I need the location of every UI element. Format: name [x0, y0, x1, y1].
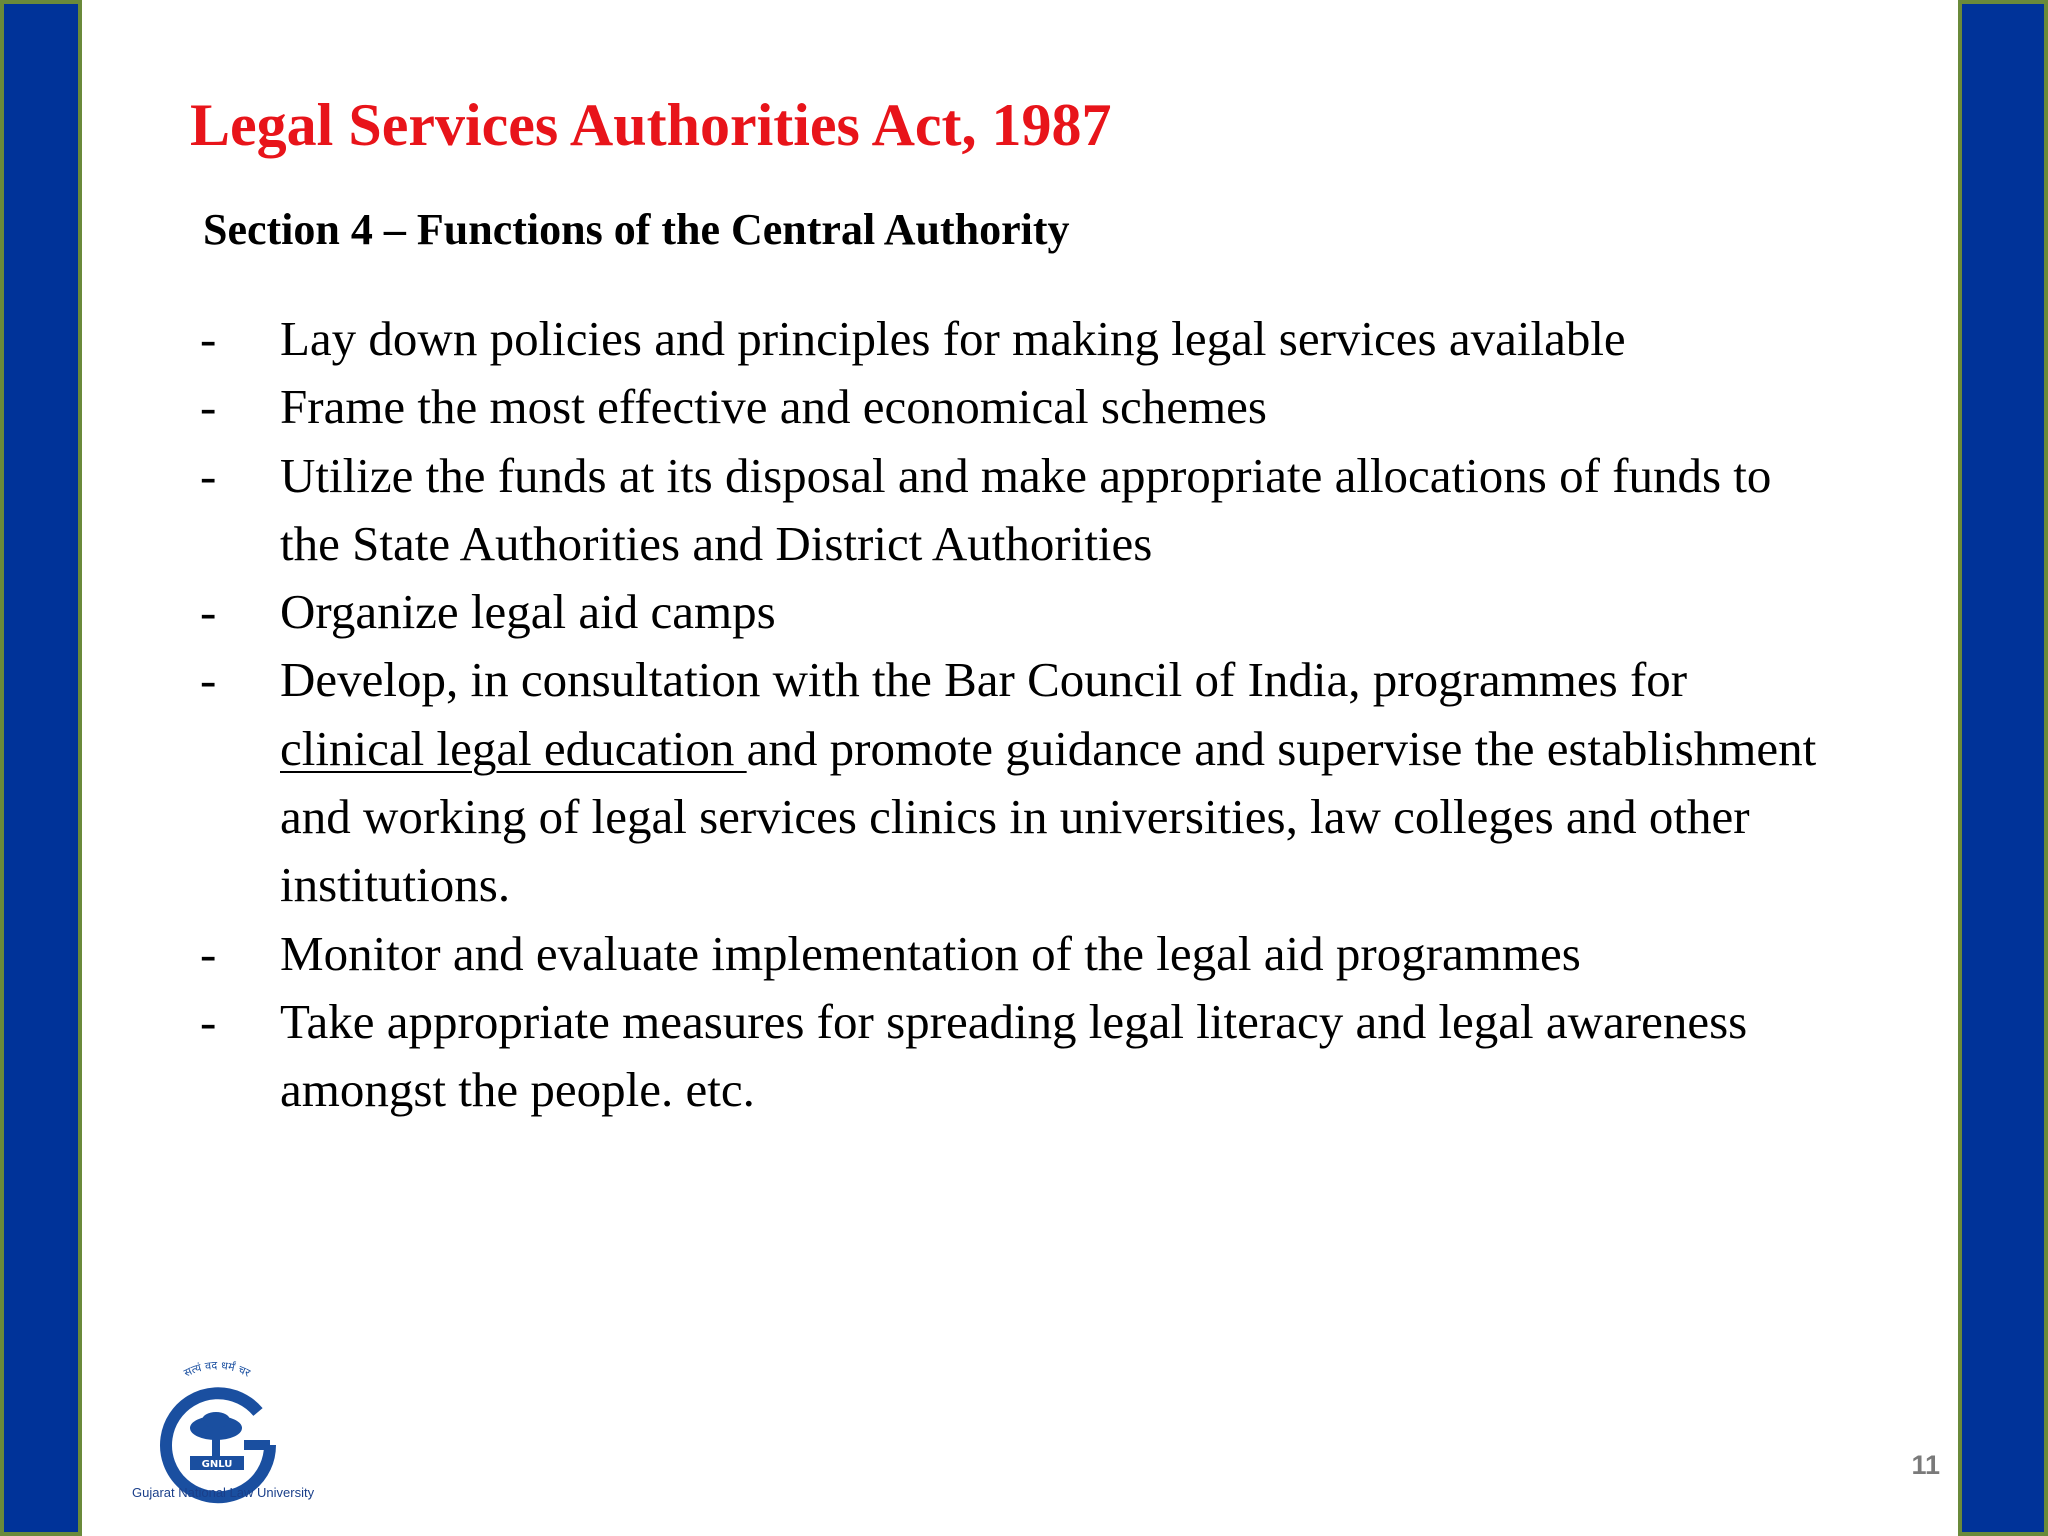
list-item — [200, 988, 1820, 1125]
bullet-text-after: and promote guidance and supervise the establishment and working of legal services clinics in universities, law colleges and other institutions. — [280, 720, 1817, 913]
list-item — [200, 646, 1820, 919]
bullet-dash: - — [200, 311, 217, 366]
right-side-bar — [1958, 0, 2048, 1536]
underlined-term: clinical legal education — [280, 720, 747, 776]
logo-monogram: GNLU — [201, 1459, 233, 1470]
bullet-dash: - — [200, 993, 217, 1049]
bullet-dash: - — [200, 447, 217, 503]
logo-caption: Gujarat National Law University — [132, 1485, 315, 1500]
bullet-text: Utilize the funds at its disposal and make appropriate allocations of funds to the State Authorities and District Authorities — [280, 447, 1772, 571]
bullet-dash: - — [200, 584, 217, 640]
list-item — [200, 305, 1820, 373]
left-side-bar — [0, 0, 82, 1536]
bullet-text: Organize legal aid camps — [280, 584, 776, 640]
bullet-text-before: Develop, in consultation with the Bar Council of India, programmes for — [280, 652, 1688, 708]
svg-text:सत्यं वद धर्मं चर — [182, 1359, 253, 1380]
page-number: 11 — [1911, 1450, 1940, 1480]
list-item — [200, 578, 1820, 646]
list-item — [200, 373, 1820, 441]
slide-title: Legal Services Authorities Act, 1987 — [190, 92, 1112, 158]
slide-subtitle: Section 4 – Functions of the Central Authority — [203, 205, 1070, 254]
bullet-text: Lay down policies and principles for making legal services available — [280, 311, 1626, 366]
bullet-text: Frame the most effective and economical schemes — [280, 379, 1267, 435]
list-item — [200, 442, 1820, 579]
bullet-dash: - — [200, 652, 217, 708]
bullet-dash: - — [200, 379, 217, 435]
bullet-list — [200, 305, 1820, 1125]
bullet-text — [280, 652, 1816, 912]
bullet-text: Monitor and evaluate implementation of the legal aid programmes — [280, 925, 1581, 981]
bullet-dash: - — [200, 925, 217, 981]
logo-arc-text: सत्यं वद धर्मं चर — [181, 1358, 253, 1380]
list-item — [200, 920, 1820, 988]
bullet-text: Take appropriate measures for spreading legal literacy and legal awareness amongst the people. etc. — [280, 993, 1748, 1118]
